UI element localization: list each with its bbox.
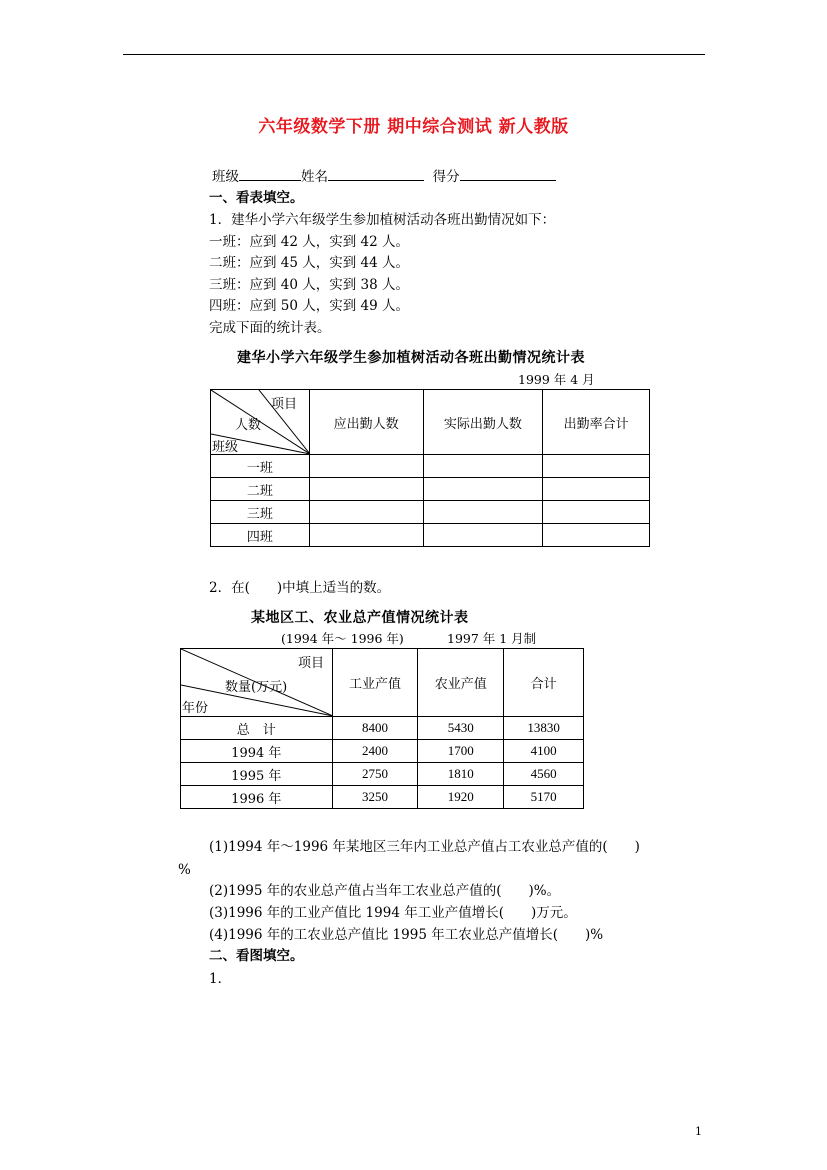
table-row xyxy=(211,501,650,524)
table-row xyxy=(211,478,650,501)
subquestion-3: (3)1996 年的工业产值比 1994 年工业产值增长( )万元。 xyxy=(209,905,577,921)
row-label: 1995 年 xyxy=(181,763,333,786)
subquestion-2: (2)1995 年的农业总产值占当年工农业总产值的( )%。 xyxy=(209,883,561,899)
corner-header-cell xyxy=(211,390,310,455)
answer-cell[interactable] xyxy=(423,478,543,501)
table1-date: 1999 年 4 月 xyxy=(518,372,595,387)
corner-label-class: 班级 xyxy=(212,440,239,455)
answer-cell[interactable] xyxy=(543,524,650,547)
agriculture-value: 1810 xyxy=(418,763,504,786)
answer-cell[interactable] xyxy=(423,524,543,547)
page-number: 1 xyxy=(695,1125,702,1138)
q1-intro: 1．建华小学六年级学生参加植树活动各班出勤情况如下： xyxy=(209,212,556,228)
answer-cell[interactable] xyxy=(423,455,543,478)
student-info-line xyxy=(212,166,556,186)
table-header-row xyxy=(211,390,650,455)
row-label: 二班 xyxy=(211,478,310,501)
answer-cell[interactable] xyxy=(423,501,543,524)
industry-value: 2400 xyxy=(332,740,418,763)
answer-cell[interactable] xyxy=(543,455,650,478)
table2-date: 1997 年 1 月制 xyxy=(447,631,537,646)
q1-line-1: 一班：应到 42 人，实到 42 人。 xyxy=(209,234,410,250)
q1-line-4: 四班：应到 50 人，实到 49 人。 xyxy=(209,298,410,314)
subquestion-1: (1)1994 年～1996 年某地区三年内工业总产值占工农业总产值的( ) xyxy=(209,839,640,855)
agriculture-value: 1700 xyxy=(418,740,504,763)
table-row xyxy=(211,524,650,547)
industry-value: 3250 xyxy=(332,786,418,809)
corner-label-item: 项目 xyxy=(298,656,325,671)
corner-header-cell xyxy=(181,649,333,717)
section1-heading: 一、看表填空。 xyxy=(209,190,304,206)
section2-q1: 1． xyxy=(209,971,232,987)
name-field[interactable] xyxy=(328,166,424,181)
column-header: 出勤率合计 xyxy=(543,390,650,455)
row-label: 1996 年 xyxy=(181,786,333,809)
subquestion-4: (4)1996 年的工农业总产值比 1995 年工农业总产值增长( )% xyxy=(209,927,604,943)
answer-cell[interactable] xyxy=(543,501,650,524)
table-row xyxy=(181,763,584,786)
total-value: 5170 xyxy=(504,786,584,809)
corner-label-amount: 数量(万元) xyxy=(225,680,288,695)
table-row xyxy=(181,786,584,809)
industry-value: 8400 xyxy=(332,717,418,740)
q1-line-3: 三班：应到 40 人，实到 38 人。 xyxy=(209,277,410,293)
table2-subtitle: (1994 年～ 1996 年) xyxy=(281,631,404,646)
column-header: 应出勤人数 xyxy=(309,390,423,455)
row-label: 四班 xyxy=(211,524,310,547)
q1-line-5: 完成下面的统计表。 xyxy=(209,320,331,336)
row-label: 一班 xyxy=(211,455,310,478)
total-value: 4100 xyxy=(504,740,584,763)
q2-intro: 2．在( )中填上适当的数。 xyxy=(209,580,391,596)
answer-cell[interactable] xyxy=(309,478,423,501)
table1-title: 建华小学六年级学生参加植树活动各班出勤情况统计表 xyxy=(237,350,585,366)
column-header: 合计 xyxy=(504,649,584,717)
table-row xyxy=(211,455,650,478)
class-field[interactable] xyxy=(239,166,301,181)
class-label: 班级 xyxy=(212,169,239,185)
table-row xyxy=(181,717,584,740)
page-title: 六年级数学下册 期中综合测试 新人教版 xyxy=(258,117,569,137)
answer-cell[interactable] xyxy=(309,455,423,478)
column-header: 实际出勤人数 xyxy=(423,390,543,455)
agriculture-value: 1920 xyxy=(418,786,504,809)
corner-label-year: 年份 xyxy=(182,701,209,716)
q1-line-2: 二班：应到 45 人，实到 44 人。 xyxy=(209,255,410,271)
column-header: 农业产值 xyxy=(418,649,504,717)
corner-label-count: 人数 xyxy=(235,418,262,433)
row-label: 总 计 xyxy=(181,717,333,740)
total-value: 4560 xyxy=(504,763,584,786)
agriculture-value: 5430 xyxy=(418,717,504,740)
header-rule xyxy=(123,54,705,55)
table-header-row xyxy=(181,649,584,717)
industry-value: 2750 xyxy=(332,763,418,786)
table2-title: 某地区工、农业总产值情况统计表 xyxy=(251,610,469,626)
score-field[interactable] xyxy=(460,166,556,181)
score-label: 得分 xyxy=(432,169,460,185)
attendance-table xyxy=(210,389,650,547)
answer-cell[interactable] xyxy=(543,478,650,501)
output-value-table xyxy=(180,648,584,809)
row-label: 三班 xyxy=(211,501,310,524)
section2-heading: 二、看图填空。 xyxy=(209,948,304,964)
row-label: 1994 年 xyxy=(181,740,333,763)
total-value: 13830 xyxy=(504,717,584,740)
answer-cell[interactable] xyxy=(309,501,423,524)
subquestion-1-percent: % xyxy=(178,862,191,878)
name-label: 姓名 xyxy=(301,169,328,185)
column-header: 工业产值 xyxy=(332,649,418,717)
answer-cell[interactable] xyxy=(309,524,423,547)
table-row xyxy=(181,740,584,763)
corner-label-item: 项目 xyxy=(271,397,298,412)
